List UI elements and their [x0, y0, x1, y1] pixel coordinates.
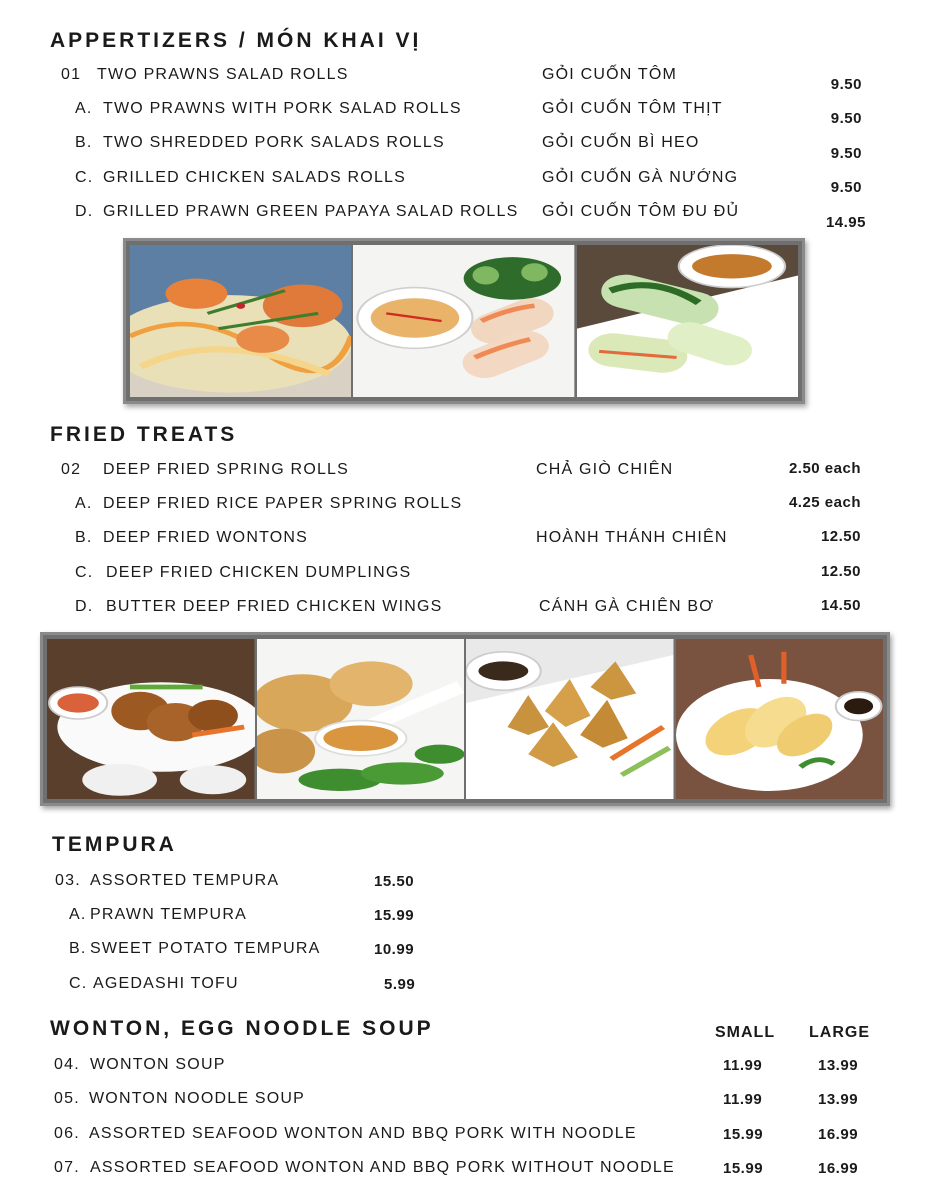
column-header-large: LARGE: [809, 1024, 870, 1041]
item-code: 01: [61, 66, 82, 83]
item-price: 12.50: [820, 563, 861, 580]
item-price-small: 11.99: [723, 1091, 763, 1108]
papaya-salad-prawns-photo: [130, 245, 351, 397]
fried-wontons-photo: [466, 639, 674, 799]
item-name: ASSORTED TEMPURA: [90, 872, 280, 889]
spring-rolls-dipping-sauce-photo: [353, 245, 574, 397]
item-viet-name: GỎI CUỐN TÔM ĐU ĐỦ: [542, 203, 740, 220]
dumplings-cucumber-photo: [257, 639, 465, 799]
section-title-fried-treats: FRIED TREATS: [50, 423, 238, 446]
section-title-appetizers: APPERTIZERS / MÓN KHAI VỊ: [50, 29, 422, 52]
item-name: SWEET POTATO TEMPURA: [90, 940, 321, 957]
item-name: DEEP FRIED CHICKEN DUMPLINGS: [106, 564, 412, 581]
item-name: AGEDASHI TOFU: [93, 975, 239, 992]
item-code: A.: [75, 495, 93, 512]
item-code: C.: [69, 975, 88, 992]
item-code: D.: [75, 598, 94, 615]
item-code: A.: [69, 906, 87, 923]
item-price: 14.50: [820, 597, 861, 614]
item-name: GRILLED CHICKEN SALADS ROLLS: [103, 169, 407, 186]
item-name: BUTTER DEEP FRIED CHICKEN WINGS: [106, 598, 443, 615]
item-code: 07.: [54, 1159, 80, 1176]
column-header-small: SMALL: [715, 1024, 776, 1041]
item-price: 2.50 each: [788, 460, 861, 477]
item-price: 4.25 each: [788, 494, 861, 511]
item-price-large: 13.99: [818, 1091, 859, 1108]
item-price: 12.50: [820, 528, 861, 545]
item-name: TWO PRAWNS WITH PORK SALAD ROLLS: [103, 100, 462, 117]
item-viet-name: GỎI CUỐN TÔM: [542, 66, 677, 83]
item-price-small: 11.99: [723, 1057, 763, 1074]
item-name: ASSORTED SEAFOOD WONTON AND BBQ PORK WITHOUT NOODLE: [90, 1159, 675, 1176]
item-code: 04.: [54, 1056, 80, 1073]
item-price: 9.50: [830, 145, 862, 162]
item-code: B.: [75, 134, 93, 151]
item-code: C.: [75, 169, 94, 186]
item-price-small: 15.99: [723, 1160, 764, 1177]
photo-strip-appetizers: [123, 238, 805, 404]
item-code: 03.: [55, 872, 81, 889]
item-code: C.: [75, 564, 94, 581]
item-name: DEEP FRIED SPRING ROLLS: [103, 461, 350, 478]
photo-strip-fried-treats: [40, 632, 890, 806]
item-price-large: 13.99: [818, 1057, 859, 1074]
item-viet-name: GỎI CUỐN BÌ HEO: [542, 134, 700, 151]
item-code: D.: [75, 203, 94, 220]
item-viet-name: GỎI CUỐN GÀ NƯỚNG: [542, 169, 739, 186]
item-price: 5.99: [384, 976, 416, 993]
item-price: 15.50: [374, 873, 415, 890]
chicken-wings-photo: [47, 639, 255, 799]
item-code: B.: [75, 529, 93, 546]
item-viet-name: GỎI CUỐN TÔM THỊT: [542, 100, 723, 117]
item-price: 9.50: [830, 76, 862, 93]
item-price-small: 15.99: [723, 1126, 764, 1143]
item-price-large: 16.99: [818, 1126, 859, 1143]
item-price: 14.95: [825, 214, 866, 231]
item-viet-name: HOÀNH THÁNH CHIÊN: [536, 529, 728, 546]
item-price-large: 16.99: [818, 1160, 859, 1177]
item-code: A.: [75, 100, 93, 117]
item-viet-name: CÁNH GÀ CHIÊN BƠ: [539, 598, 715, 615]
item-viet-name: CHẢ GIÒ CHIÊN: [536, 461, 674, 478]
item-price: 10.99: [374, 941, 415, 958]
item-price: 9.50: [830, 110, 862, 127]
item-name: TWO SHREDDED PORK SALADS ROLLS: [103, 134, 445, 151]
item-price: 9.50: [830, 179, 862, 196]
item-name: GRILLED PRAWN GREEN PAPAYA SALAD ROLLS: [103, 203, 519, 220]
item-name: TWO PRAWNS SALAD ROLLS: [97, 66, 349, 83]
section-title-tempura: TEMPURA: [52, 833, 177, 856]
item-code: 05.: [54, 1090, 80, 1107]
item-name: ASSORTED SEAFOOD WONTON AND BBQ PORK WITH NOODLE: [89, 1125, 637, 1142]
item-code: 06.: [54, 1125, 80, 1142]
item-price: 15.99: [374, 907, 415, 924]
item-name: DEEP FRIED WONTONS: [103, 529, 309, 546]
item-name: WONTON SOUP: [90, 1056, 226, 1073]
section-title-wonton-soup: WONTON, EGG NOODLE SOUP: [50, 1017, 434, 1040]
item-name: DEEP FRIED RICE PAPER SPRING ROLLS: [103, 495, 463, 512]
salad-rolls-peanut-sauce-photo: [577, 245, 798, 397]
item-code: B.: [69, 940, 87, 957]
item-name: WONTON NOODLE SOUP: [89, 1090, 305, 1107]
prawn-tempura-photo: [676, 639, 884, 799]
item-code: 02: [61, 461, 82, 478]
item-name: PRAWN TEMPURA: [90, 906, 247, 923]
